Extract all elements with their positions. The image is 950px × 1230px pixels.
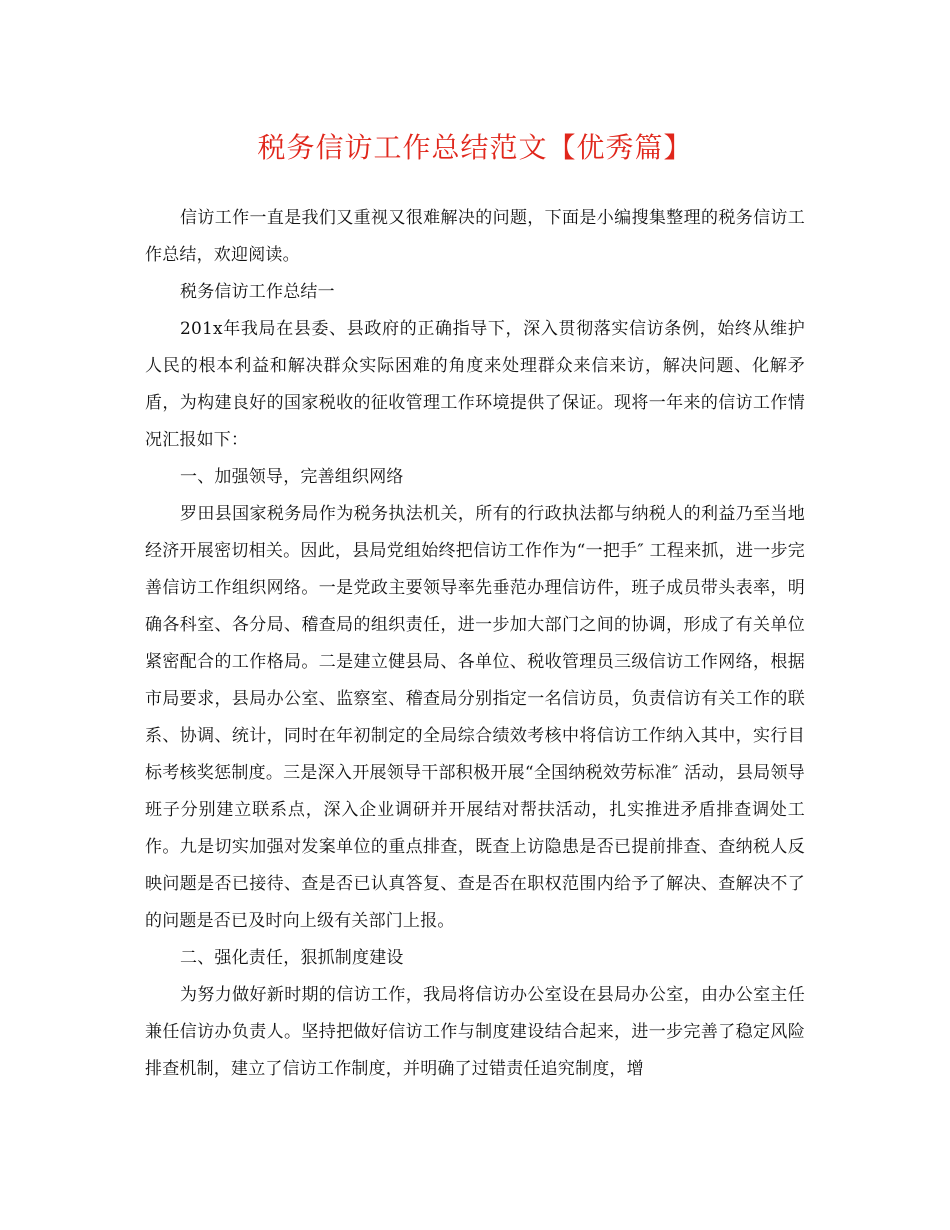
responsibility-paragraph: 为努力做好新时期的信访工作，我局将信访办公室设在县局办公室，由办公室主任兼任信访办负责人。坚持把做好信访工作与制度建设结合起来，进一步完善了稳定风险排查机制，建立了信访工作制度，并明确了过错责任追究制度，增 [145, 985, 805, 1079]
overview-paragraph: 201x年我局在县委、县政府的正确指导下，深入贯彻落实信访条例，始终从维护人民的根本利益和解决群众实际困难的角度来处理群众来信来访，解决问题、化解矛盾，为构建良好的国家税收的征收管理工作环境提供了保证。现将一年来的信访工作情况汇报如下： [145, 319, 805, 450]
section-heading-responsibility: 二、强化责任，狠抓制度建设 [180, 948, 404, 968]
document-body [145, 200, 805, 1088]
leadership-paragraph: 罗田县国家税务局作为税务执法机关，所有的行政执法都与纳税人的利益乃至当地经济开展密切相关。因此，县局党组始终把信访工作作为“一把手″ 工程来抓，进一步完善信访工作组织网络。一是党政主要领导率先垂范办理信访件，班子成员带头表率，明确各科室、各分局、稽查局的组织责任，进一步加大部门之间的协调，形成了有关单位紧密配合的工作格局。二是建立健县局、各单位、税收管理员三级信访工作网络，根据市局要求，县局办公室、监察室、稽查局分别指定一名信访员，负责信访有关工作的联系、协调、统计，同时在年初制定的全局综合绩效考核中将信访工作纳入其中，实行目标考核奖惩制度。三是深入开展领导干部积极开展“全国纳税效劳标准″ 活动，县局领导班子分别建立联系点，深入企业调研并开展结对帮扶活动，扎实推进矛盾排查调处工作。九是切实加强对发案单位的重点排查，既查上访隐患是否已提前排查、查纳税人反映问题是否已接待、查是否已认真答复、查是否在职权范围内给予了解决、查解决不了的问题是否已及时向上级有关部门上报。 [145, 504, 805, 931]
intro-paragraph: 信访工作一直是我们又重视又很难解决的问题，下面是小编搜集整理的税务信访工作总结，欢迎阅读。 [145, 208, 805, 265]
page-title: 税务信访工作总结范文【优秀篇】 [257, 131, 693, 164]
section-heading-leadership: 一、加强领导，完善组织网络 [180, 467, 404, 487]
section-heading-summary-one: 税务信访工作总结一 [180, 282, 335, 302]
